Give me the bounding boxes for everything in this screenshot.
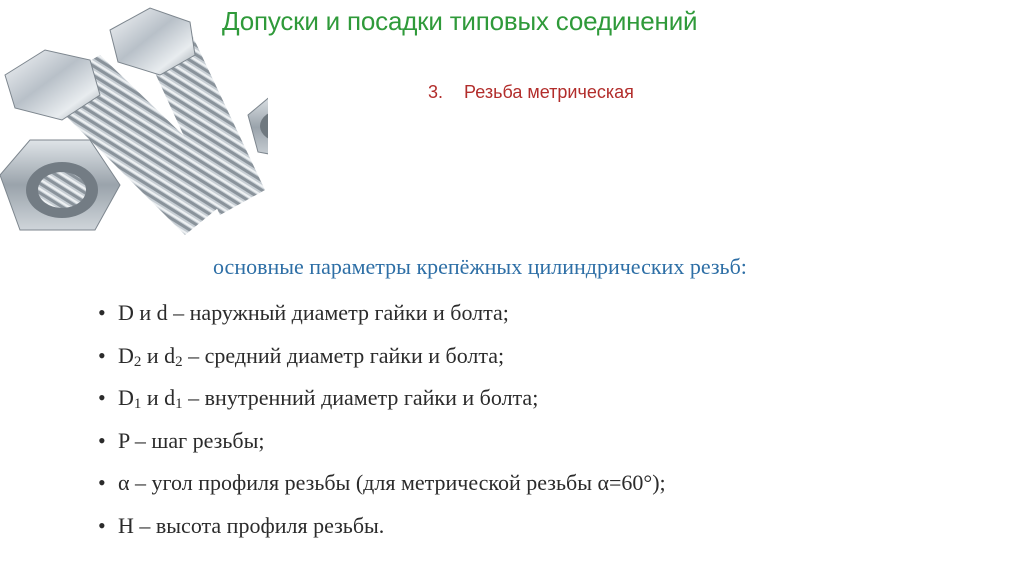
bullet-icon: • — [98, 427, 106, 453]
bullet-icon: • — [98, 342, 106, 368]
list-item-text: P – шаг резьбы; — [118, 427, 265, 453]
parameters-list — [98, 294, 666, 549]
list-item — [98, 422, 666, 465]
subscript: 2 — [175, 353, 183, 370]
bullet-icon: • — [98, 470, 106, 495]
list-item-text: и d — [141, 342, 176, 368]
list-item — [98, 464, 666, 507]
subscript: 1 — [175, 396, 183, 412]
parameters-intro: основные параметры крепёжных цилиндрических резьб: — [213, 254, 747, 279]
list-item — [98, 294, 666, 337]
bullet-icon: • — [98, 512, 106, 538]
section-number: 3. — [428, 82, 444, 102]
slide-title: Допуски и посадки типовых соединений — [222, 6, 698, 36]
list-item-text: и d — [141, 385, 176, 410]
list-item-text: D — [118, 385, 134, 410]
list-item-text: – внутренний диаметр гайки и болта; — [182, 385, 539, 410]
subscript: 2 — [133, 353, 142, 370]
list-item — [98, 507, 666, 550]
list-item-text: α – угол профиля резьбы (для метрической резьбы α=60°); — [118, 470, 666, 495]
bullet-icon: • — [98, 300, 106, 325]
list-item — [98, 379, 666, 422]
list-item-text: D и d – наружный диаметр гайки и болта; — [118, 300, 509, 325]
list-item-text: D — [118, 342, 134, 368]
section-heading-text: Резьба метрическая — [464, 82, 634, 102]
bolts-and-nuts-image — [0, 0, 268, 258]
section-heading — [428, 82, 634, 103]
bullet-icon: • — [98, 385, 106, 410]
subscript: 1 — [133, 396, 142, 412]
list-item-text: H – высота профиля резьбы. — [118, 512, 385, 538]
list-item — [98, 337, 666, 380]
list-item-text: – средний диаметр гайки и болта; — [182, 342, 505, 368]
